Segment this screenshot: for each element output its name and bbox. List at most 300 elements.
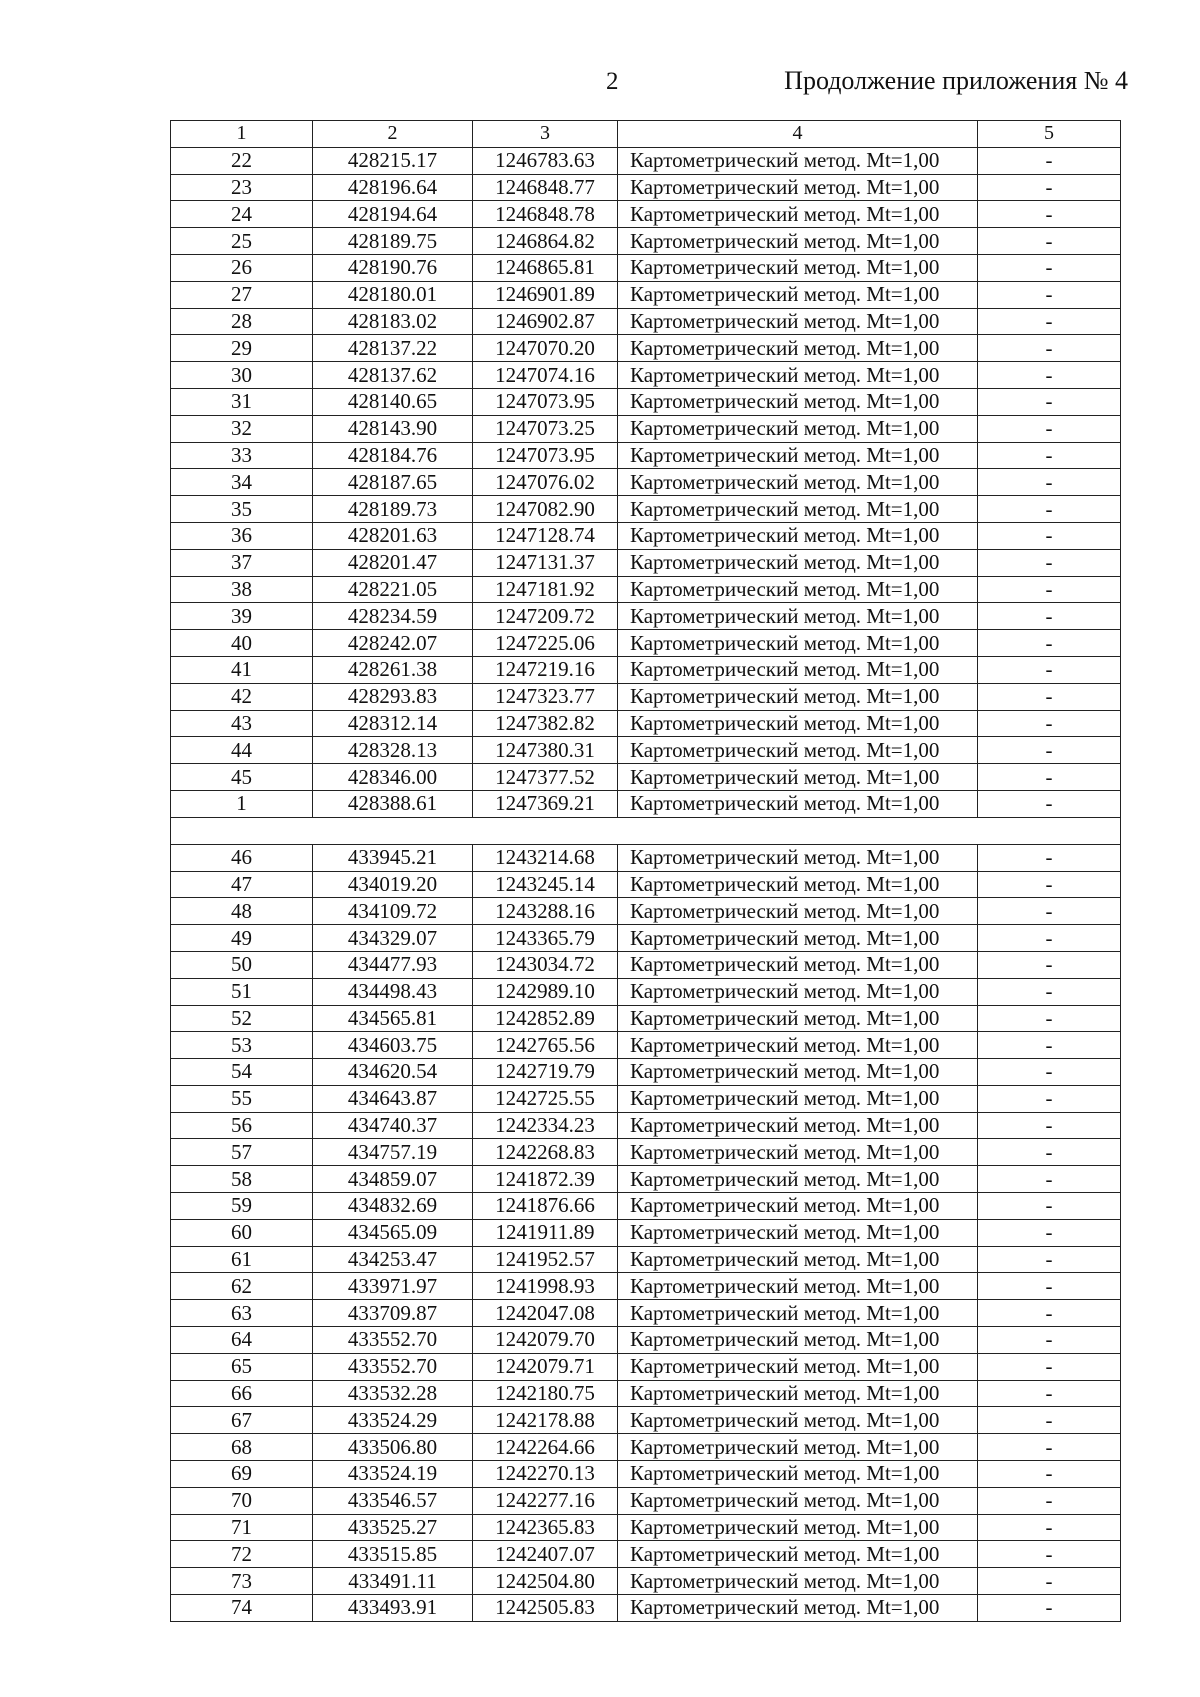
y-coordinate-cell: 1241998.93 [473,1273,618,1300]
y-coordinate-cell: 1247082.90 [473,496,618,523]
table-row [171,335,1121,362]
x-coordinate-cell: 428190.76 [313,254,473,281]
point-number-cell: 42 [171,683,313,710]
y-coordinate-cell: 1242047.08 [473,1300,618,1327]
x-coordinate-cell: 433524.19 [313,1461,473,1488]
point-number-cell: 57 [171,1139,313,1166]
method-cell: Картометрический метод. Mt=1,00 [618,362,978,389]
x-coordinate-cell: 434329.07 [313,925,473,952]
y-coordinate-cell: 1247076.02 [473,469,618,496]
method-cell: Картометрический метод. Mt=1,00 [618,335,978,362]
y-coordinate-cell: 1243288.16 [473,898,618,925]
method-cell: Картометрический метод. Mt=1,00 [618,522,978,549]
method-cell: Картометрический метод. Mt=1,00 [618,1568,978,1595]
table-row [171,656,1121,683]
y-coordinate-cell: 1242504.80 [473,1568,618,1595]
table-row [171,683,1121,710]
x-coordinate-cell: 428196.64 [313,174,473,201]
table-row [171,1139,1121,1166]
y-coordinate-cell: 1242277.16 [473,1487,618,1514]
x-coordinate-cell: 428137.62 [313,362,473,389]
table-row [171,1595,1121,1622]
method-cell: Картометрический метод. Mt=1,00 [618,871,978,898]
x-coordinate-cell: 428346.00 [313,764,473,791]
note-cell: - [978,1246,1121,1273]
x-coordinate-cell: 428137.22 [313,335,473,362]
point-number-cell: 43 [171,710,313,737]
y-coordinate-cell: 1241876.66 [473,1193,618,1220]
y-coordinate-cell: 1242852.89 [473,1005,618,1032]
note-cell: - [978,388,1121,415]
x-coordinate-cell: 428183.02 [313,308,473,335]
point-number-cell: 22 [171,147,313,174]
method-cell: Картометрический метод. Mt=1,00 [618,1407,978,1434]
note-cell: - [978,1300,1121,1327]
table-row [171,764,1121,791]
method-cell: Картометрический метод. Mt=1,00 [618,147,978,174]
method-cell: Картометрический метод. Mt=1,00 [618,1112,978,1139]
y-coordinate-cell: 1243214.68 [473,844,618,871]
y-coordinate-cell: 1241952.57 [473,1246,618,1273]
x-coordinate-cell: 434603.75 [313,1032,473,1059]
method-cell: Картометрический метод. Mt=1,00 [618,1005,978,1032]
point-number-cell: 74 [171,1595,313,1622]
y-coordinate-cell: 1247181.92 [473,576,618,603]
table-row [171,549,1121,576]
table-header-row [171,121,1121,148]
method-cell: Картометрический метод. Mt=1,00 [618,764,978,791]
table-body [171,121,1121,1622]
x-coordinate-cell: 428189.75 [313,228,473,255]
table-row [171,1461,1121,1488]
point-number-cell: 58 [171,1166,313,1193]
note-cell: - [978,576,1121,603]
table-row [171,1246,1121,1273]
method-cell: Картометрический метод. Mt=1,00 [618,683,978,710]
point-number-cell: 24 [171,201,313,228]
table-row [171,147,1121,174]
note-cell: - [978,1514,1121,1541]
point-number-cell: 30 [171,362,313,389]
method-cell: Картометрический метод. Mt=1,00 [618,442,978,469]
note-cell: - [978,1461,1121,1488]
y-coordinate-cell: 1247219.16 [473,656,618,683]
method-cell: Картометрический метод. Mt=1,00 [618,898,978,925]
method-cell: Картометрический метод. Mt=1,00 [618,1595,978,1622]
table-row [171,1112,1121,1139]
method-cell: Картометрический метод. Mt=1,00 [618,1487,978,1514]
table-row [171,710,1121,737]
point-number-cell: 46 [171,844,313,871]
point-number-cell: 63 [171,1300,313,1327]
x-coordinate-cell: 434565.81 [313,1005,473,1032]
note-cell: - [978,1059,1121,1086]
method-cell: Картометрический метод. Mt=1,00 [618,737,978,764]
point-number-cell: 56 [171,1112,313,1139]
point-number-cell: 54 [171,1059,313,1086]
x-coordinate-cell: 433709.87 [313,1300,473,1327]
method-cell: Картометрический метод. Mt=1,00 [618,469,978,496]
method-cell: Картометрический метод. Mt=1,00 [618,790,978,817]
table-row [171,1514,1121,1541]
point-number-cell: 39 [171,603,313,630]
x-coordinate-cell: 428201.63 [313,522,473,549]
point-number-cell: 65 [171,1353,313,1380]
y-coordinate-cell: 1246848.77 [473,174,618,201]
note-cell: - [978,1005,1121,1032]
method-cell: Картометрический метод. Mt=1,00 [618,844,978,871]
point-number-cell: 34 [171,469,313,496]
x-coordinate-cell: 428328.13 [313,737,473,764]
method-cell: Картометрический метод. Mt=1,00 [618,308,978,335]
point-number-cell: 70 [171,1487,313,1514]
x-coordinate-cell: 434565.09 [313,1219,473,1246]
x-coordinate-cell: 428234.59 [313,603,473,630]
table-row [171,415,1121,442]
table-row [171,228,1121,255]
point-number-cell: 27 [171,281,313,308]
note-cell: - [978,951,1121,978]
x-coordinate-cell: 434498.43 [313,978,473,1005]
y-coordinate-cell: 1247131.37 [473,549,618,576]
method-cell: Картометрический метод. Mt=1,00 [618,1246,978,1273]
table-row [171,1166,1121,1193]
note-cell: - [978,603,1121,630]
point-number-cell: 38 [171,576,313,603]
point-number-cell: 51 [171,978,313,1005]
table-row [171,1085,1121,1112]
point-number-cell: 36 [171,522,313,549]
method-cell: Картометрический метод. Mt=1,00 [618,1166,978,1193]
note-cell: - [978,790,1121,817]
method-cell: Картометрический метод. Mt=1,00 [618,1380,978,1407]
note-cell: - [978,174,1121,201]
note-cell: - [978,1487,1121,1514]
note-cell: - [978,1193,1121,1220]
x-coordinate-cell: 433546.57 [313,1487,473,1514]
y-coordinate-cell: 1242725.55 [473,1085,618,1112]
table-row [171,1541,1121,1568]
point-number-cell: 50 [171,951,313,978]
note-cell: - [978,764,1121,791]
table-row [171,951,1121,978]
y-coordinate-cell: 1242765.56 [473,1032,618,1059]
method-cell: Картометрический метод. Mt=1,00 [618,1541,978,1568]
method-cell: Картометрический метод. Mt=1,00 [618,925,978,952]
note-cell: - [978,362,1121,389]
note-cell: - [978,710,1121,737]
y-coordinate-cell: 1241911.89 [473,1219,618,1246]
method-cell: Картометрический метод. Mt=1,00 [618,1139,978,1166]
note-cell: - [978,308,1121,335]
note-cell: - [978,1353,1121,1380]
y-coordinate-cell: 1247323.77 [473,683,618,710]
table-row [171,1300,1121,1327]
x-coordinate-cell: 434253.47 [313,1246,473,1273]
x-coordinate-cell: 428261.38 [313,656,473,683]
x-coordinate-cell: 433493.91 [313,1595,473,1622]
x-coordinate-cell: 428189.73 [313,496,473,523]
y-coordinate-cell: 1247073.95 [473,388,618,415]
method-cell: Картометрический метод. Mt=1,00 [618,603,978,630]
y-coordinate-cell: 1242334.23 [473,1112,618,1139]
table-row [171,603,1121,630]
method-cell: Картометрический метод. Mt=1,00 [618,228,978,255]
note-cell: - [978,1112,1121,1139]
table-row [171,898,1121,925]
x-coordinate-cell: 434757.19 [313,1139,473,1166]
point-number-cell: 40 [171,630,313,657]
table-row [171,844,1121,871]
table-row [171,362,1121,389]
point-number-cell: 49 [171,925,313,952]
y-coordinate-cell: 1241872.39 [473,1166,618,1193]
note-cell: - [978,442,1121,469]
coordinates-table [170,120,1121,1622]
method-cell: Картометрический метод. Mt=1,00 [618,1219,978,1246]
y-coordinate-cell: 1246902.87 [473,308,618,335]
point-number-cell: 32 [171,415,313,442]
point-number-cell: 55 [171,1085,313,1112]
x-coordinate-cell: 433552.70 [313,1327,473,1354]
method-cell: Картометрический метод. Mt=1,00 [618,254,978,281]
x-coordinate-cell: 434740.37 [313,1112,473,1139]
x-coordinate-cell: 428242.07 [313,630,473,657]
page-caption: Продолжение приложения № 4 [784,66,1128,95]
y-coordinate-cell: 1242079.71 [473,1353,618,1380]
method-cell: Картометрический метод. Mt=1,00 [618,1434,978,1461]
table-row [171,174,1121,201]
y-coordinate-cell: 1242365.83 [473,1514,618,1541]
table-row [171,978,1121,1005]
note-cell: - [978,254,1121,281]
note-cell: - [978,335,1121,362]
x-coordinate-cell: 433971.97 [313,1273,473,1300]
table-row [171,1219,1121,1246]
point-number-cell: 48 [171,898,313,925]
x-coordinate-cell: 434859.07 [313,1166,473,1193]
note-cell: - [978,1541,1121,1568]
note-cell: - [978,844,1121,871]
table-row [171,630,1121,657]
note-cell: - [978,683,1121,710]
note-cell: - [978,1273,1121,1300]
note-cell: - [978,898,1121,925]
y-coordinate-cell: 1242407.07 [473,1541,618,1568]
y-coordinate-cell: 1247377.52 [473,764,618,791]
point-number-cell: 73 [171,1568,313,1595]
point-number-cell: 66 [171,1380,313,1407]
note-cell: - [978,201,1121,228]
table-row [171,737,1121,764]
y-coordinate-cell: 1247369.21 [473,790,618,817]
table-row [171,1005,1121,1032]
method-cell: Картометрический метод. Mt=1,00 [618,281,978,308]
table-row [171,388,1121,415]
table-row [171,1407,1121,1434]
x-coordinate-cell: 428194.64 [313,201,473,228]
point-number-cell: 26 [171,254,313,281]
note-cell: - [978,522,1121,549]
table-row [171,281,1121,308]
table-row [171,1380,1121,1407]
table-row [171,201,1121,228]
point-number-cell: 69 [171,1461,313,1488]
page-number: 2 [606,68,619,95]
point-number-cell: 1 [171,790,313,817]
note-cell: - [978,630,1121,657]
method-cell: Картометрический метод. Mt=1,00 [618,951,978,978]
method-cell: Картометрический метод. Mt=1,00 [618,576,978,603]
note-cell: - [978,925,1121,952]
note-cell: - [978,1085,1121,1112]
note-cell: - [978,1327,1121,1354]
x-coordinate-cell: 428221.05 [313,576,473,603]
point-number-cell: 52 [171,1005,313,1032]
point-number-cell: 29 [171,335,313,362]
x-coordinate-cell: 433515.85 [313,1541,473,1568]
method-cell: Картометрический метод. Mt=1,00 [618,656,978,683]
note-cell: - [978,978,1121,1005]
method-cell: Картометрический метод. Mt=1,00 [618,978,978,1005]
y-coordinate-cell: 1246901.89 [473,281,618,308]
note-cell: - [978,1139,1121,1166]
x-coordinate-cell: 428140.65 [313,388,473,415]
table-row [171,496,1121,523]
method-cell: Картометрический метод. Mt=1,00 [618,174,978,201]
table-row [171,254,1121,281]
x-coordinate-cell: 434019.20 [313,871,473,898]
note-cell: - [978,281,1121,308]
method-cell: Картометрический метод. Mt=1,00 [618,1327,978,1354]
y-coordinate-cell: 1242180.75 [473,1380,618,1407]
method-cell: Картометрический метод. Mt=1,00 [618,415,978,442]
note-cell: - [978,871,1121,898]
method-cell: Картометрический метод. Mt=1,00 [618,710,978,737]
y-coordinate-cell: 1242989.10 [473,978,618,1005]
y-coordinate-cell: 1247128.74 [473,522,618,549]
table-row [171,1568,1121,1595]
x-coordinate-cell: 433552.70 [313,1353,473,1380]
y-coordinate-cell: 1246783.63 [473,147,618,174]
y-coordinate-cell: 1246865.81 [473,254,618,281]
note-cell: - [978,496,1121,523]
y-coordinate-cell: 1247074.16 [473,362,618,389]
table-row [171,790,1121,817]
note-cell: - [978,1568,1121,1595]
y-coordinate-cell: 1246848.78 [473,201,618,228]
y-coordinate-cell: 1242178.88 [473,1407,618,1434]
column-header-1: 1 [171,121,313,148]
note-cell: - [978,1219,1121,1246]
section-separator-row [171,817,1121,844]
x-coordinate-cell: 433506.80 [313,1434,473,1461]
y-coordinate-cell: 1242268.83 [473,1139,618,1166]
y-coordinate-cell: 1247070.20 [473,335,618,362]
method-cell: Картометрический метод. Mt=1,00 [618,496,978,523]
point-number-cell: 37 [171,549,313,576]
point-number-cell: 44 [171,737,313,764]
y-coordinate-cell: 1247073.95 [473,442,618,469]
table-row [171,576,1121,603]
note-cell: - [978,1434,1121,1461]
x-coordinate-cell: 434109.72 [313,898,473,925]
point-number-cell: 60 [171,1219,313,1246]
point-number-cell: 62 [171,1273,313,1300]
y-coordinate-cell: 1242264.66 [473,1434,618,1461]
note-cell: - [978,228,1121,255]
x-coordinate-cell: 428143.90 [313,415,473,442]
column-header-2: 2 [313,121,473,148]
method-cell: Картометрический метод. Mt=1,00 [618,1300,978,1327]
method-cell: Картометрический метод. Mt=1,00 [618,1193,978,1220]
method-cell: Картометрический метод. Mt=1,00 [618,1461,978,1488]
y-coordinate-cell: 1242270.13 [473,1461,618,1488]
x-coordinate-cell: 428215.17 [313,147,473,174]
point-number-cell: 71 [171,1514,313,1541]
note-cell: - [978,147,1121,174]
x-coordinate-cell: 428184.76 [313,442,473,469]
point-number-cell: 64 [171,1327,313,1354]
x-coordinate-cell: 434643.87 [313,1085,473,1112]
point-number-cell: 31 [171,388,313,415]
y-coordinate-cell: 1242505.83 [473,1595,618,1622]
x-coordinate-cell: 433532.28 [313,1380,473,1407]
x-coordinate-cell: 434832.69 [313,1193,473,1220]
y-coordinate-cell: 1242079.70 [473,1327,618,1354]
x-coordinate-cell: 428312.14 [313,710,473,737]
x-coordinate-cell: 428388.61 [313,790,473,817]
table-row [171,1193,1121,1220]
note-cell: - [978,549,1121,576]
note-cell: - [978,737,1121,764]
note-cell: - [978,1380,1121,1407]
point-number-cell: 45 [171,764,313,791]
y-coordinate-cell: 1247380.31 [473,737,618,764]
table-row [171,308,1121,335]
point-number-cell: 68 [171,1434,313,1461]
point-number-cell: 28 [171,308,313,335]
x-coordinate-cell: 428180.01 [313,281,473,308]
point-number-cell: 47 [171,871,313,898]
y-coordinate-cell: 1242719.79 [473,1059,618,1086]
y-coordinate-cell: 1247225.06 [473,630,618,657]
x-coordinate-cell: 433491.11 [313,1568,473,1595]
x-coordinate-cell: 433524.29 [313,1407,473,1434]
table-row [171,469,1121,496]
table-row [171,522,1121,549]
method-cell: Картометрический метод. Mt=1,00 [618,1514,978,1541]
x-coordinate-cell: 433525.27 [313,1514,473,1541]
table-row [171,1327,1121,1354]
x-coordinate-cell: 428201.47 [313,549,473,576]
note-cell: - [978,1032,1121,1059]
method-cell: Картометрический метод. Mt=1,00 [618,549,978,576]
note-cell: - [978,469,1121,496]
table-row [171,871,1121,898]
y-coordinate-cell: 1247209.72 [473,603,618,630]
table-row [171,1032,1121,1059]
method-cell: Картометрический метод. Mt=1,00 [618,1032,978,1059]
y-coordinate-cell: 1247382.82 [473,710,618,737]
point-number-cell: 33 [171,442,313,469]
y-coordinate-cell: 1243245.14 [473,871,618,898]
table-row [171,1434,1121,1461]
table-row [171,1487,1121,1514]
point-number-cell: 67 [171,1407,313,1434]
point-number-cell: 53 [171,1032,313,1059]
table-row [171,925,1121,952]
